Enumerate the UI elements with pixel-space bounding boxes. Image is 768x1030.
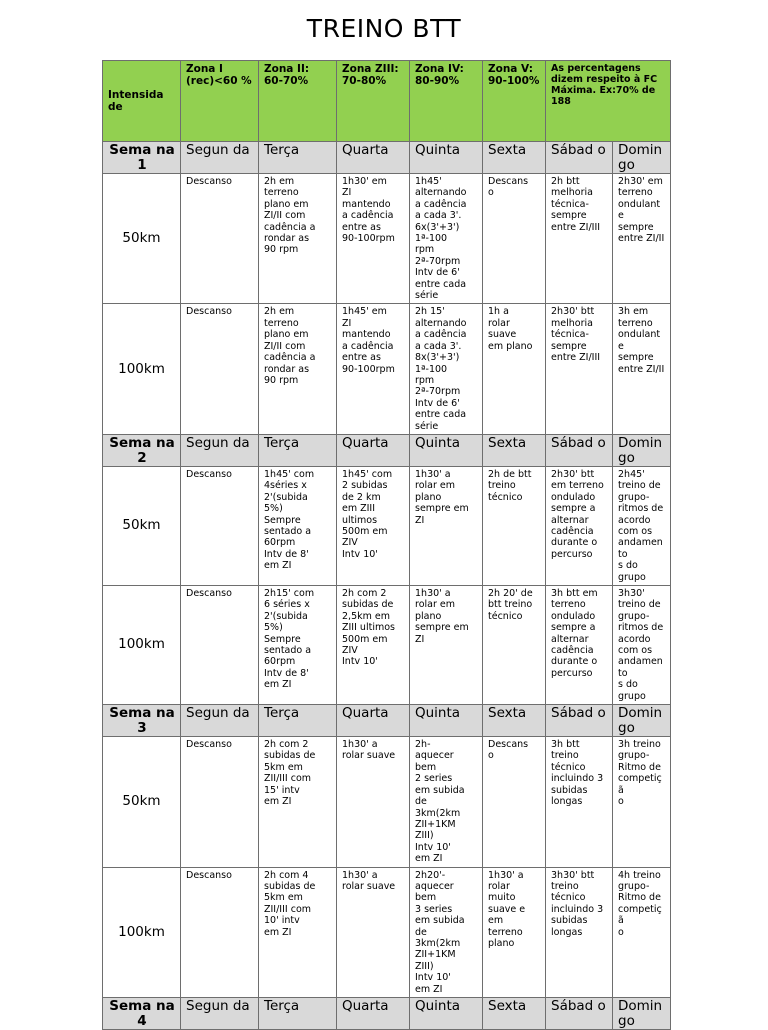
cell-sunday: 3h em terreno ondulante sempre entre ZI/II (613, 304, 671, 434)
table-row (103, 174, 671, 304)
training-plan-table (102, 60, 671, 1030)
cell-monday: Descanso (181, 304, 259, 434)
day-header-tuesday: Terça (259, 998, 337, 1030)
day-header-wednesday: Quarta (337, 998, 410, 1030)
week-label: Sema na 1 (103, 142, 181, 174)
day-header-thursday: Quinta (410, 142, 483, 174)
week-3-header-row (103, 705, 671, 737)
cell-tuesday: 2h com 2 subidas de 5km em ZII/III com 15' intv em ZI (259, 737, 337, 867)
cell-tuesday: 2h em terreno plano em ZI/II com cadência a rondar as 90 rpm (259, 304, 337, 434)
cell-saturday: 2h btt melhoria técnica- sempre entre ZI/III (546, 174, 613, 304)
cell-sunday: 4h treino grupo- Ritmo de competiçã o (613, 867, 671, 997)
zone-header-row (103, 61, 671, 142)
day-header-wednesday: Quarta (337, 142, 410, 174)
zone-1-label: Zona I (rec)<60 % (181, 61, 259, 142)
day-header-friday: Sexta (483, 998, 546, 1030)
zone-4-label: Zona IV: 80-90% (410, 61, 483, 142)
cell-tuesday: 2h15' com 6 séries x 2'(subida 5%) Sempre sentado a 60rpm Intv de 8' em ZI (259, 586, 337, 705)
cell-wednesday: 1h30' a rolar suave (337, 737, 410, 867)
day-header-sunday: Domin go (613, 998, 671, 1030)
cell-sunday: 3h treino grupo- Ritmo de competiçã o (613, 737, 671, 867)
distance-label: 100km (103, 304, 181, 434)
cell-tuesday: 1h45' com 4séries x 2'(subida 5%) Sempre sentado a 60rpm Intv de 8' em ZI (259, 466, 337, 585)
cell-friday: Descans o (483, 737, 546, 867)
day-header-sunday: Domin go (613, 142, 671, 174)
cell-sunday: 3h30' treino de grupo- ritmos de acordo com os andamento s do grupo (613, 586, 671, 705)
week-label: Sema na 3 (103, 705, 181, 737)
distance-label: 50km (103, 737, 181, 867)
cell-friday: 2h 20' de btt treino técnico (483, 586, 546, 705)
cell-wednesday: 2h com 2 subidas de 2,5km em ZIII ultimos 500m em ZIV Intv 10' (337, 586, 410, 705)
table-row (103, 304, 671, 434)
day-header-saturday: Sábad o (546, 434, 613, 466)
day-header-wednesday: Quarta (337, 434, 410, 466)
zone-2-label: Zona II: 60-70% (259, 61, 337, 142)
percentages-note: As percentagens dizem respeito à FC Máxima. Ex:70% de 188 (546, 61, 671, 142)
cell-wednesday: 1h45' em ZI mantendo a cadência entre as 90-100rpm (337, 304, 410, 434)
cell-monday: Descanso (181, 586, 259, 705)
day-header-tuesday: Terça (259, 705, 337, 737)
cell-saturday: 3h30' btt treino técnico incluindo 3 subidas longas (546, 867, 613, 997)
day-header-thursday: Quinta (410, 705, 483, 737)
week-label: Sema na 4 (103, 998, 181, 1030)
day-header-monday: Segun da (181, 434, 259, 466)
table-row (103, 867, 671, 997)
day-header-sunday: Domin go (613, 434, 671, 466)
cell-saturday: 3h btt treino técnico incluindo 3 subidas longas (546, 737, 613, 867)
cell-thursday: 2h- aquecer bem 2 series em subida de 3km(2km ZII+1KM ZIII) Intv 10' em ZI (410, 737, 483, 867)
table-row (103, 466, 671, 585)
cell-monday: Descanso (181, 466, 259, 585)
cell-friday: 1h a rolar suave em plano (483, 304, 546, 434)
cell-tuesday: 2h em terreno plano em ZI/II com cadência a rondar as 90 rpm (259, 174, 337, 304)
cell-monday: Descanso (181, 867, 259, 997)
cell-monday: Descanso (181, 174, 259, 304)
day-header-wednesday: Quarta (337, 705, 410, 737)
cell-wednesday: 1h30' a rolar suave (337, 867, 410, 997)
cell-thursday: 1h45' alternando a cadência a cada 3'. 6x(3'+3') 1ª-100 rpm 2ª-70rpm Intv de 6' entre cada série (410, 174, 483, 304)
day-header-tuesday: Terça (259, 434, 337, 466)
distance-label: 100km (103, 867, 181, 997)
distance-label: 100km (103, 586, 181, 705)
day-header-thursday: Quinta (410, 998, 483, 1030)
day-header-saturday: Sábad o (546, 705, 613, 737)
cell-thursday: 1h30' a rolar em plano sempre em ZI (410, 586, 483, 705)
cell-thursday: 2h 15' alternando a cadência a cada 3'. 8x(3'+3') 1ª-100 rpm 2ª-70rpm Intv de 6' entre cada série (410, 304, 483, 434)
cell-thursday: 2h20'- aquecer bem 3 series em subida de 3km(2km ZII+1KM ZIII) Intv 10' em ZI (410, 867, 483, 997)
day-header-friday: Sexta (483, 142, 546, 174)
day-header-friday: Sexta (483, 434, 546, 466)
table-row (103, 586, 671, 705)
week-4-header-row (103, 998, 671, 1030)
day-header-friday: Sexta (483, 705, 546, 737)
day-header-saturday: Sábad o (546, 142, 613, 174)
week-2-header-row (103, 434, 671, 466)
zone-5-label: Zona V: 90-100% (483, 61, 546, 142)
cell-tuesday: 2h com 4 subidas de 5km em ZII/III com 10' intv em ZI (259, 867, 337, 997)
week-1-header-row (103, 142, 671, 174)
day-header-monday: Segun da (181, 142, 259, 174)
document-title: TREINO BTT (306, 14, 462, 43)
cell-friday: Descans o (483, 174, 546, 304)
cell-monday: Descanso (181, 737, 259, 867)
day-header-saturday: Sábad o (546, 998, 613, 1030)
cell-thursday: 1h30' a rolar em plano sempre em ZI (410, 466, 483, 585)
cell-wednesday: 1h30' em ZI mantendo a cadência entre as 90-100rpm (337, 174, 410, 304)
day-header-sunday: Domin go (613, 705, 671, 737)
day-header-monday: Segun da (181, 705, 259, 737)
day-header-monday: Segun da (181, 998, 259, 1030)
distance-label: 50km (103, 466, 181, 585)
cell-wednesday: 1h45' com 2 subidas de 2 km em ZIII ultimos 500m em ZIV Intv 10' (337, 466, 410, 585)
cell-saturday: 2h30' btt em terreno ondulado sempre a alternar cadência durante o percurso (546, 466, 613, 585)
intensity-label: Intensida de (103, 61, 181, 142)
day-header-thursday: Quinta (410, 434, 483, 466)
week-label: Sema na 2 (103, 434, 181, 466)
cell-sunday: 2h30' em terreno ondulante sempre entre ZI/II (613, 174, 671, 304)
distance-label: 50km (103, 174, 181, 304)
cell-friday: 1h30' a rolar muito suave e em terreno plano (483, 867, 546, 997)
day-header-tuesday: Terça (259, 142, 337, 174)
cell-saturday: 3h btt em terreno ondulado sempre a alternar cadência durante o percurso (546, 586, 613, 705)
cell-sunday: 2h45' treino de grupo- ritmos de acordo com os andamento s do grupo (613, 466, 671, 585)
cell-saturday: 2h30' btt melhoria técnica- sempre entre ZI/III (546, 304, 613, 434)
cell-friday: 2h de btt treino técnico (483, 466, 546, 585)
zone-3-label: Zona ZIII: 70-80% (337, 61, 410, 142)
table-row (103, 737, 671, 867)
